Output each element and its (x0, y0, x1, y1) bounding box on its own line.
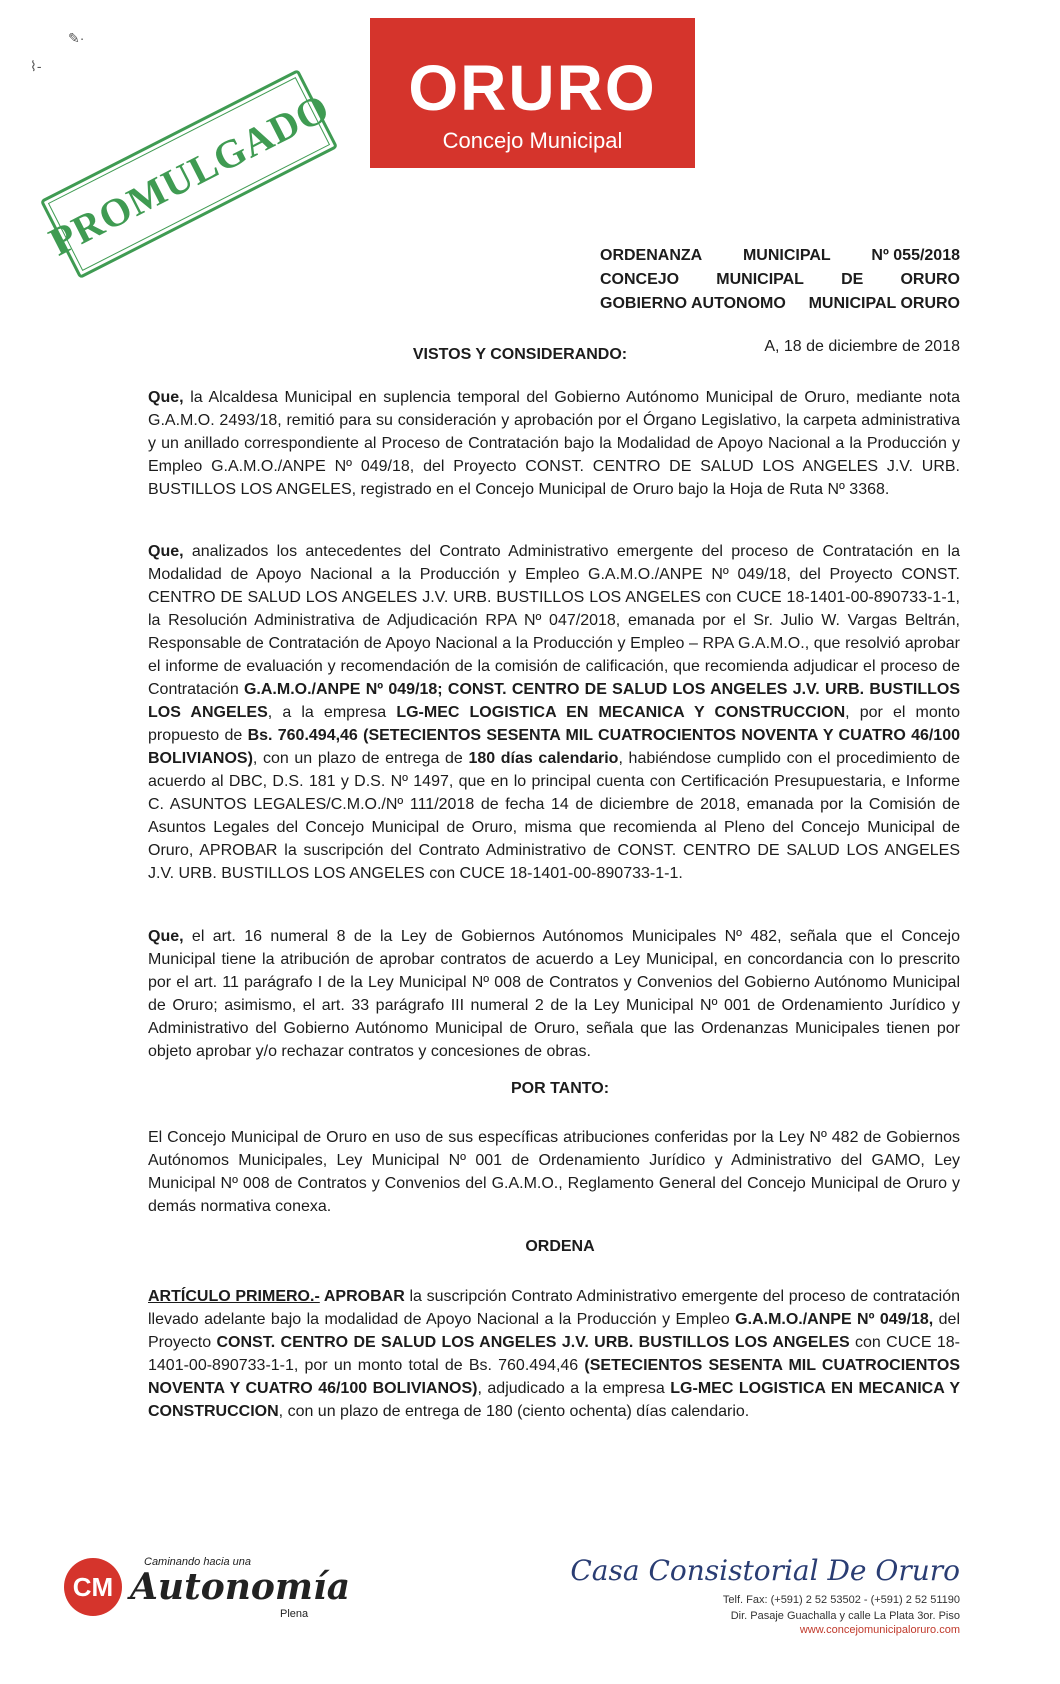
heading-word: GOBIERNO AUTONOMO (600, 295, 786, 312)
para-lead: Que, (148, 389, 184, 406)
paragraph-considerando-1 (148, 386, 960, 501)
concejo-logo (370, 18, 695, 168)
cm-slogan-big: Autonomía (130, 1566, 351, 1608)
para-bold: 180 días calendario (468, 750, 619, 767)
footer-address: Dir. Pasaje Guachalla y calle La Plata 3or. Piso (730, 1610, 960, 1622)
para-text: , habiéndose cumplido con el procedimiento de acuerdo al DBC, D.S. 181 y D.S. Nº 1497, que en lo principal cuenta con Certificación Presupuestaria, e Informe C. ASUNTOS LEGALES/C.M.O./Nº 111/2018 de fecha 14 de diciembre de 2018, emanada por la Comisión de Asuntos Legales del Concejo Municipal de Oruro, misma que recomienda al Pleno del Concejo Municipal de Oruro, APROBAR la suscripción del Contrato Administrativo de CONST. CENTRO DE SALUD LOS ANGELES J.V. URB. BUSTILLOS LOS ANGELES con CUCE 18-1401-00-890733-1-1. (148, 750, 961, 882)
section-ordena: ORDENA (525, 1238, 595, 1255)
heading-word: MUNICIPAL ORURO (808, 295, 960, 312)
para-bold: Bs. 760.494,46 (SETECIENTOS SESENTA MIL CUATROCIENTOS NOVENTA Y CUATRO 46/100 BOLIVIANOS) (148, 727, 961, 767)
para-text: la suscripción Contrato Administrativo emergente del proceso de contratación llevado adelante bajo la modalidad de Apoyo Nacional a la Producción y Empleo (148, 1288, 961, 1328)
cm-slogan-small: Caminando hacia una (144, 1556, 252, 1568)
para-bold: G.A.M.O./ANPE Nº 049/18; CONST. CENTRO DE SALUD LOS ANGELES J.V. URB. BUSTILLOS LOS ANGELES (148, 681, 960, 721)
heading-line-3 (600, 292, 960, 316)
heading-word: ORDENANZA (600, 247, 703, 264)
paragraph-articulo-primero (148, 1285, 960, 1423)
paragraph-considerando-3 (148, 925, 960, 1063)
para-bold: CONST. CENTRO DE SALUD LOS ANGELES J.V. URB. BUSTILLOS LOS ANGELES (216, 1334, 850, 1351)
para-text: , adjudicado a la empresa (477, 1380, 671, 1397)
para-text: la Alcaldesa Municipal en suplencia temporal del Gobierno Autónomo Municipal de Oruro, mediante nota G.A.M.O. 2493/18, remitió para su consideración y aprobación por el Órgano Legislativo, la carpeta administrativa y un anillado correspondiente al Proceso de Contratación bajo la Modalidad de Apoyo Nacional a la Producción y Empleo G.A.M.O./ANPE Nº 049/18, del Proyecto CONST. CENTRO DE SALUD LOS ANGELES J.V. URB. BUSTILLOS LOS ANGELES, registrado en el Concejo Municipal de Oruro bajo la Hoja de Ruta Nº 3368. (148, 389, 960, 498)
para-text: , con un plazo de entrega de 180 (ciento ochenta) días calendario. (278, 1403, 750, 1420)
heading-word: MUNICIPAL (742, 247, 831, 264)
cm-slogan-plena: Plena (280, 1608, 309, 1620)
para-bold: G.A.M.O./ANPE Nº 049/18, (735, 1311, 934, 1328)
section-por-tanto: POR TANTO: (510, 1080, 610, 1097)
logo-word: ORURO (408, 52, 657, 124)
footer-website-link[interactable]: www.concejomunicipaloruro.com (799, 1624, 960, 1636)
para-lead: Que, (148, 543, 184, 560)
article-label: ARTÍCULO PRIMERO.- (148, 1288, 320, 1305)
para-bold: (SETECIENTOS SESENTA MIL CUATROCIENTOS NOVENTA Y CUATRO 46/100 BOLIVIANOS) (148, 1357, 960, 1397)
para-text: del Proyecto (148, 1311, 960, 1351)
para-bold: LG-MEC LOGISTICA EN MECANICA Y CONSTRUCCION (396, 704, 846, 721)
para-lead: Que, (148, 928, 184, 945)
ordinance-heading (600, 244, 960, 316)
pen-mark-icon: ✎· (68, 30, 85, 46)
logo-subtitle: Concejo Municipal (442, 128, 623, 153)
footer-phone: Telf. Fax: (+591) 2 52 53502 - (+591) 2 52 51190 (722, 1594, 960, 1606)
stamp-text: PROMULGADO (41, 84, 337, 264)
heading-word: ORURO (900, 271, 960, 288)
promulgado-stamp (40, 69, 338, 279)
casa-consistorial-title: Casa Consistorial De Oruro (570, 1554, 960, 1587)
cm-logo: CM (64, 1558, 122, 1616)
para-text: analizados los antecedentes del Contrato Administrativo emergente del proceso de Contratación en la Modalidad de Apoyo Nacional a la Producción y Empleo G.A.M.O./ANPE Nº 049/18, del Proyecto CONST. CENTRO DE SALUD LOS ANGELES J.V. URB. BUSTILLOS LOS ANGELES con CUCE 18-1401-00-890733-1-1, la Resolución Administrativa de Adjudicación RPA Nº 047/2018, emanada por el Sr. Julio W. Vargas Beltrán, Responsable de Contratación de Apoyo Nacional a la Producción y Empleo – RPA G.A.M.O., que resolvió aprobar el informe de evaluación y recomendación de la comisión de calificación, que recomienda adjudicar el proceso de Contratación (148, 543, 960, 698)
heading-word: MUNICIPAL (716, 271, 804, 288)
heading-line-2 (600, 268, 960, 292)
para-text: el art. 16 numeral 8 de la Ley de Gobiernos Autónomos Municipales Nº 482, señala que el Concejo Municipal tiene la atribución de aprobar contratos de acuerdo a Ley Municipal, en concordancia con lo prescrito por el art. 11 parágrafo I de la Ley Municipal Nº 008 de Contratos y Convenios del Gobierno Autónomo Municipal de Oruro; asimismo, el art. 33 parágrafo III numeral 2 de la Ley Municipal Nº 001 de Ordenamiento Jurídico y Administrativo del Gobierno Autónomo Municipal de Oruro, señala que las Ordenanzas Municipales tienen por objeto aprobar y/o rechazar contratos y concesiones de obras. (148, 928, 960, 1060)
para-text: , con un plazo de entrega de (252, 750, 469, 767)
para-text: con CUCE 18-1401-00-890733-1-1, por un monto total de Bs. 760.494,46 (148, 1334, 960, 1374)
heading-word: DE (841, 271, 864, 288)
pen-mark-icon: ⌇- (30, 58, 42, 74)
paragraph-considerando-2 (148, 540, 960, 885)
heading-word: CONCEJO (600, 271, 680, 288)
para-text: , por el monto propuesto de (148, 704, 961, 744)
document-date: A, 18 de diciembre de 2018 (764, 338, 960, 355)
para-text: , a la empresa (267, 704, 397, 721)
para-bold: APROBAR (319, 1288, 405, 1305)
heading-line-1 (600, 244, 960, 268)
paragraph-por-tanto: El Concejo Municipal de Oruro en uso de sus específicas atribuciones conferidas por la Ley Nº 482 de Gobiernos Autónomos Municipales, Ley Municipal Nº 001 de Ordenamiento Jurídico y Administrativo del GAMO, Ley Municipal Nº 008 de Contratos y Convenios del G.A.M.O., Reglamento General del Concejo Municipal de Oruro y demás normativa conexa. (148, 1129, 960, 1215)
para-bold: LG-MEC LOGISTICA EN MECANICA Y CONSTRUCCION (148, 1380, 961, 1420)
section-vistos: VISTOS Y CONSIDERANDO: (412, 346, 628, 363)
ordinance-number: Nº 055/2018 (871, 247, 960, 264)
